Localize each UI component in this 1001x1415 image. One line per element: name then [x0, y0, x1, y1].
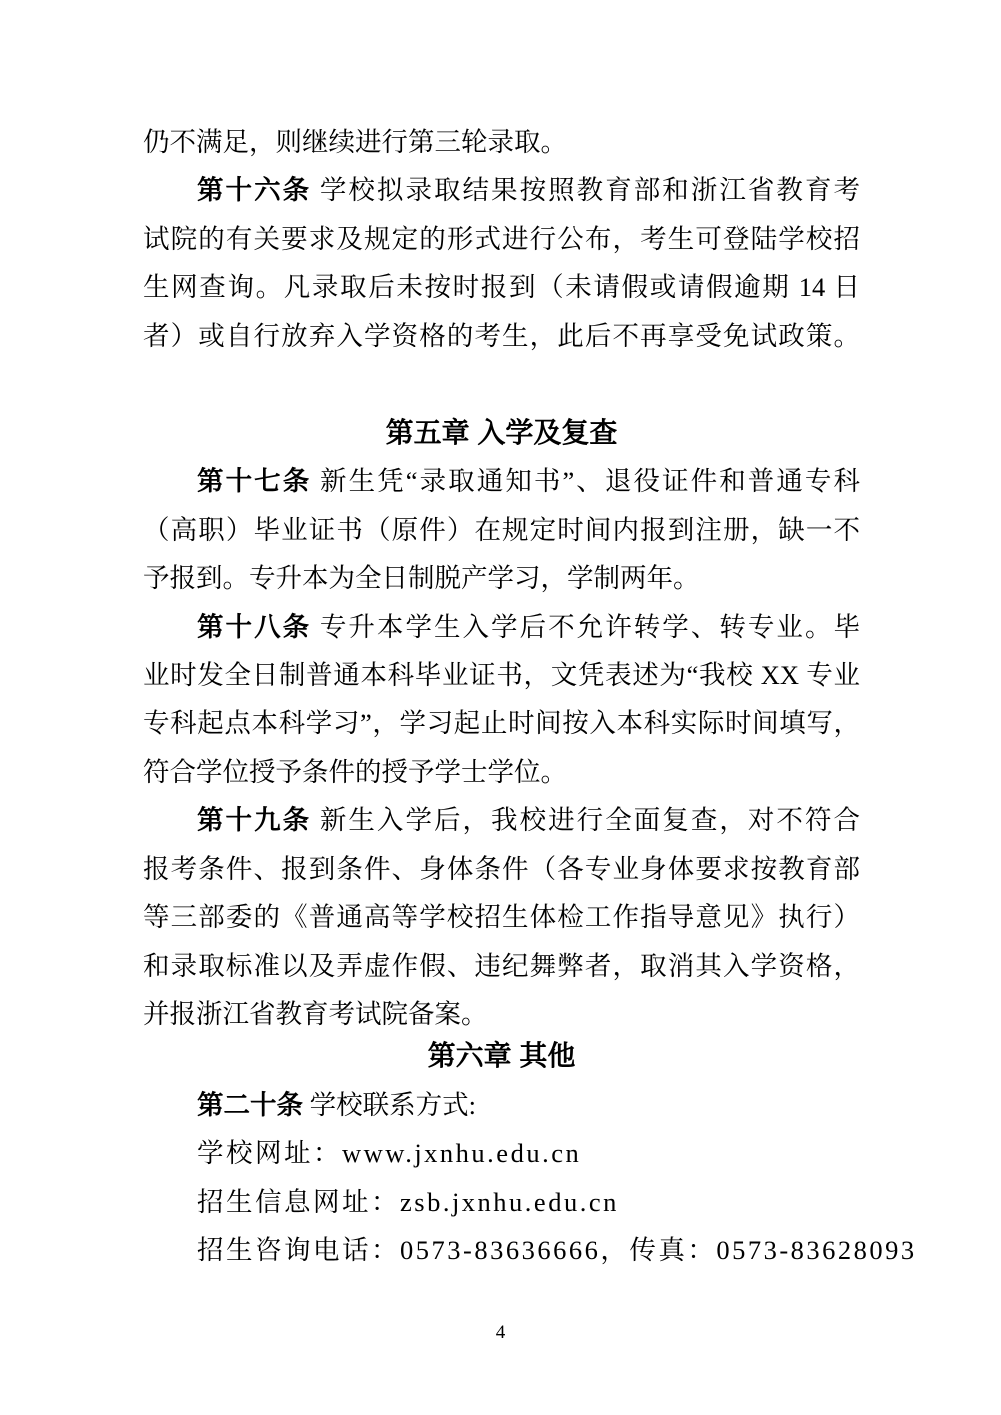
article-17-term: 第十七条 — [197, 466, 312, 497]
document-body — [143, 118, 917, 1274]
article-20-term: 第二十条 — [197, 1089, 303, 1120]
article-16-line-4: 者）或自行放弃入学资格的考生，此后不再享受免试政策。 — [143, 320, 860, 351]
chapter-6-heading: 第六章 其他 — [427, 1040, 576, 1072]
article-18-line-3: 专科起点本科学习”，学习起止时间按入本科实际时间填写， — [143, 708, 860, 739]
article-19-line-1 — [143, 796, 860, 844]
article-18-text-1: 专升本学生入学后不允许转学、转专业。毕 — [319, 611, 861, 642]
article-16-text-1: 学校拟录取结果按照教育部和浙江省教育考 — [319, 175, 861, 206]
paragraph-continuation: 仍不满足，则继续进行第三轮录取。 — [143, 127, 567, 157]
article-19-line-3: 等三部委的《普通高等学校招生体检工作指导意见》执行） — [143, 902, 860, 933]
page-number: 4 — [495, 1322, 506, 1343]
admissions-website-line: 招生信息网址：zsb.jxnhu.edu.cn — [197, 1186, 619, 1217]
article-18-line-1 — [143, 603, 860, 651]
article-20-text-1: 学校联系方式: — [309, 1089, 476, 1120]
article-17-line-1 — [143, 457, 860, 505]
paragraph-gap — [143, 360, 860, 409]
article-20-line-1 — [143, 1081, 860, 1129]
article-18-line-2: 业时发全日制普通本科毕业证书，文凭表述为“我校 XX 专业 — [143, 660, 860, 691]
school-website-line: 学校网址：www.jxnhu.edu.cn — [197, 1138, 582, 1169]
article-19-text-1: 新生入学后，我校进行全面复查，对不符合 — [319, 805, 861, 836]
article-17-line-3: 予报到。专升本为全日制脱产学习，学制两年。 — [143, 563, 700, 594]
article-17-line-2: （高职）毕业证书（原件）在规定时间内报到注册，缺一不 — [143, 514, 860, 545]
phone-fax-line: 招生咨询电话：0573-83636666，传真：0573-83628093 — [197, 1234, 917, 1265]
chapter-5-heading: 第五章 入学及复查 — [385, 417, 618, 449]
article-19-line-2: 报考条件、报到条件、身体条件（各专业身体要求按教育部 — [143, 853, 860, 884]
article-19-line-4: 和录取标准以及弄虚作假、违纪舞弊者，取消其入学资格， — [143, 950, 860, 981]
article-16-line-3: 生网查询。凡录取后未按时报到（未请假或请假逾期 14 日 — [143, 272, 860, 303]
article-19-term: 第十九条 — [197, 805, 312, 836]
article-18-term: 第十八条 — [197, 611, 312, 642]
article-19-line-5: 并报浙江省教育考试院备案。 — [143, 998, 488, 1029]
article-17-text-1: 新生凭“录取通知书”、退役证件和普通专科 — [320, 466, 860, 497]
article-18-line-4: 符合学位授予条件的授予学士学位。 — [143, 756, 567, 787]
article-16-line-2: 试院的有关要求及规定的形式进行公布，考生可登陆学校招 — [143, 223, 860, 254]
article-16-line-1 — [143, 166, 860, 214]
article-16-term: 第十六条 — [197, 175, 312, 206]
